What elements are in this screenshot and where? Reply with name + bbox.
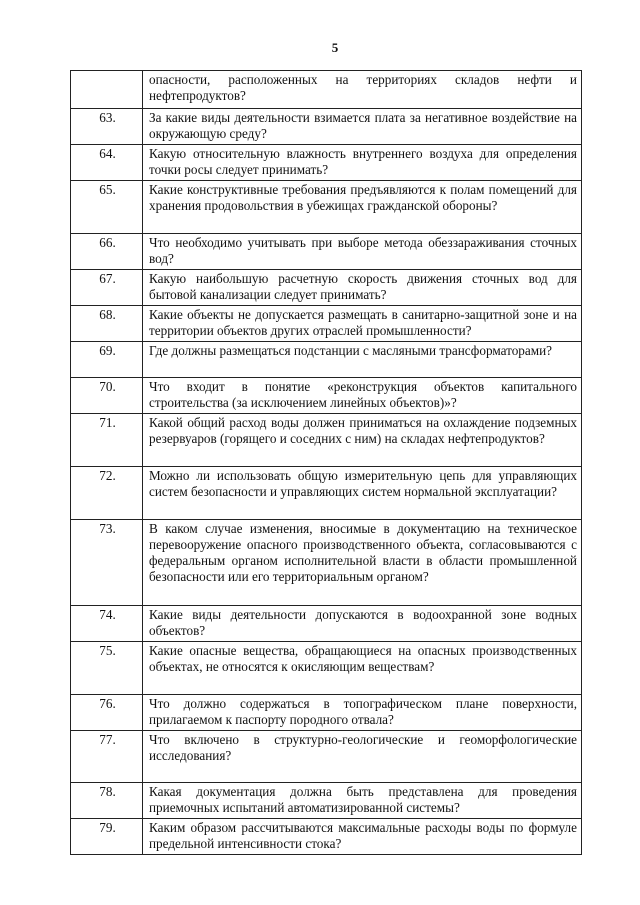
question-text: Какие конструктивные требования предъявляются к полам помещений для хранения продовольствия в убежищах гражданской обороны? xyxy=(143,181,582,234)
question-text: Что входит в понятие «реконструкция объектов капитального строительства (за исключением линейных объектов)»? xyxy=(143,378,582,414)
question-number: 68. xyxy=(71,306,143,342)
question-text: Можно ли использовать общую измерительную цепь для управляющих систем безопасности и управляющих систем нормальной эксплуатации? xyxy=(143,467,582,520)
table-row xyxy=(71,606,582,642)
table-row xyxy=(71,783,582,819)
question-number: 76. xyxy=(71,695,143,731)
table-row xyxy=(71,145,582,181)
question-text: Какую наибольшую расчетную скорость движения сточных вод для бытовой канализации следует принимать? xyxy=(143,270,582,306)
table-row xyxy=(71,520,582,606)
question-text: Какие опасные вещества, обращающиеся на опасных производственных объектах, не относятся к окисляющим веществам? xyxy=(143,642,582,695)
question-number: 66. xyxy=(71,234,143,270)
table-row xyxy=(71,342,582,378)
table-row xyxy=(71,378,582,414)
question-number: 65. xyxy=(71,181,143,234)
question-text: В каком случае изменения, вносимые в документацию на техническое перевооружение опасного производственного объекта, согласовываются с федеральным органом исполнительной власти в области промышленной безопасности или его территориальным органом? xyxy=(143,520,582,606)
question-number xyxy=(71,71,143,109)
question-text: Какой общий расход воды должен приниматься на охлаждение подземных резервуаров (горящего и соседних с ним) на складах нефтепродуктов? xyxy=(143,414,582,467)
question-text: Какие виды деятельности допускаются в водоохранной зоне водных объектов? xyxy=(143,606,582,642)
question-number: 73. xyxy=(71,520,143,606)
question-text: Что должно содержаться в топографическом плане поверхности, прилагаемом к паспорту породного отвала? xyxy=(143,695,582,731)
question-number: 64. xyxy=(71,145,143,181)
question-number: 69. xyxy=(71,342,143,378)
table-row xyxy=(71,270,582,306)
table-row xyxy=(71,467,582,520)
question-number: 70. xyxy=(71,378,143,414)
table-row xyxy=(71,181,582,234)
question-text: Какая документация должна быть представлена для проведения приемочных испытаний автоматизированной системы? xyxy=(143,783,582,819)
question-text: Каким образом рассчитываются максимальные расходы воды по формуле предельной интенсивности стока? xyxy=(143,819,582,855)
question-number: 77. xyxy=(71,731,143,783)
table-row xyxy=(71,819,582,855)
question-text: Что необходимо учитывать при выборе метода обеззараживания сточных вод? xyxy=(143,234,582,270)
table-row xyxy=(71,234,582,270)
question-number: 74. xyxy=(71,606,143,642)
table-row xyxy=(71,306,582,342)
question-text: Какую относительную влажность внутреннего воздуха для определения точки росы следует принимать? xyxy=(143,145,582,181)
table-row xyxy=(71,695,582,731)
table-row xyxy=(71,71,582,109)
question-number: 79. xyxy=(71,819,143,855)
table-row xyxy=(71,109,582,145)
questions-table xyxy=(70,70,582,855)
question-number: 75. xyxy=(71,642,143,695)
table-row xyxy=(71,642,582,695)
question-number: 63. xyxy=(71,109,143,145)
question-text: опасности, расположенных на территориях складов нефти и нефтепродуктов? xyxy=(143,71,582,109)
question-number: 67. xyxy=(71,270,143,306)
question-text: Какие объекты не допускается размещать в санитарно-защитной зоне и на территории объектов других отраслей промышленности? xyxy=(143,306,582,342)
question-text: За какие виды деятельности взимается плата за негативное воздействие на окружающую среду? xyxy=(143,109,582,145)
table-row xyxy=(71,414,582,467)
question-number: 72. xyxy=(71,467,143,520)
question-number: 78. xyxy=(71,783,143,819)
question-text: Где должны размещаться подстанции с масляными трансформаторами? xyxy=(143,342,582,378)
page-number: 5 xyxy=(331,40,339,55)
question-text: Что включено в структурно-геологические и геоморфологические исследования? xyxy=(143,731,582,783)
table-row xyxy=(71,731,582,783)
question-number: 71. xyxy=(71,414,143,467)
